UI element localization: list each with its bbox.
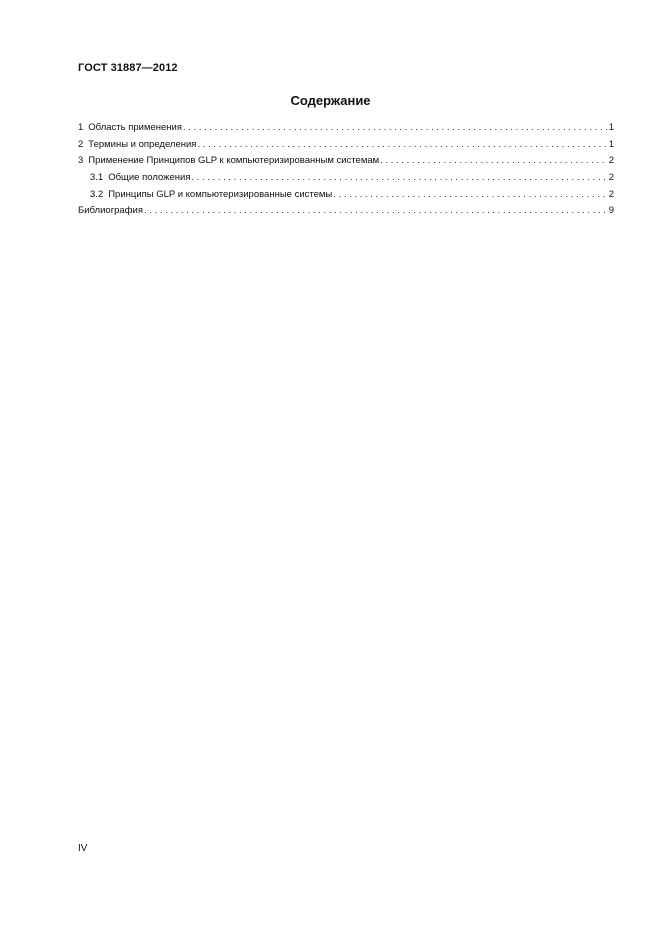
- toc-entry-page: 9: [608, 205, 614, 217]
- toc-entry-number: 3.2: [90, 188, 104, 200]
- toc-entry-number: 2: [78, 138, 84, 150]
- toc-entry[interactable]: [78, 120, 614, 137]
- toc-entry-page: 1: [608, 138, 614, 150]
- toc-entry-number: 1: [78, 122, 84, 133]
- toc-dot-leader: [380, 153, 608, 170]
- toc-entry-page: 2: [608, 155, 614, 167]
- toc-entry[interactable]: [78, 137, 614, 154]
- toc-title: Содержание: [290, 93, 371, 108]
- toc-dot-leader: [197, 137, 607, 154]
- page-number: IV: [78, 843, 88, 854]
- toc-entry-page: 2: [608, 188, 614, 200]
- toc-entry[interactable]: [78, 203, 614, 220]
- toc-entry-title: Принципы GLP и компьютеризированные системы: [108, 188, 333, 200]
- toc-entry-title: Библиография: [78, 205, 143, 217]
- toc-dot-leader: [144, 203, 608, 220]
- toc-entry-page: 1: [608, 122, 614, 133]
- toc-subentry[interactable]: [78, 187, 614, 204]
- toc-entry-number: 3.1: [90, 172, 104, 184]
- toc-entry-title: Термины и определения: [88, 138, 197, 150]
- toc-entry-page: 2: [608, 172, 614, 184]
- toc-subentry[interactable]: [78, 170, 614, 187]
- toc-dot-leader: [183, 120, 608, 137]
- standard-header: ГОСТ 31887—2012: [78, 62, 178, 74]
- table-of-contents: [78, 120, 614, 220]
- toc-dot-leader: [333, 187, 607, 204]
- toc-entry-number: 3: [78, 155, 84, 167]
- toc-entry-title: Общие положения: [108, 172, 191, 184]
- toc-entry-title: Применение Принципов GLP к компьютеризированным системам: [88, 155, 380, 167]
- toc-entry[interactable]: [78, 153, 614, 170]
- toc-dot-leader: [191, 170, 607, 187]
- toc-entry-title: Область применения: [88, 122, 182, 133]
